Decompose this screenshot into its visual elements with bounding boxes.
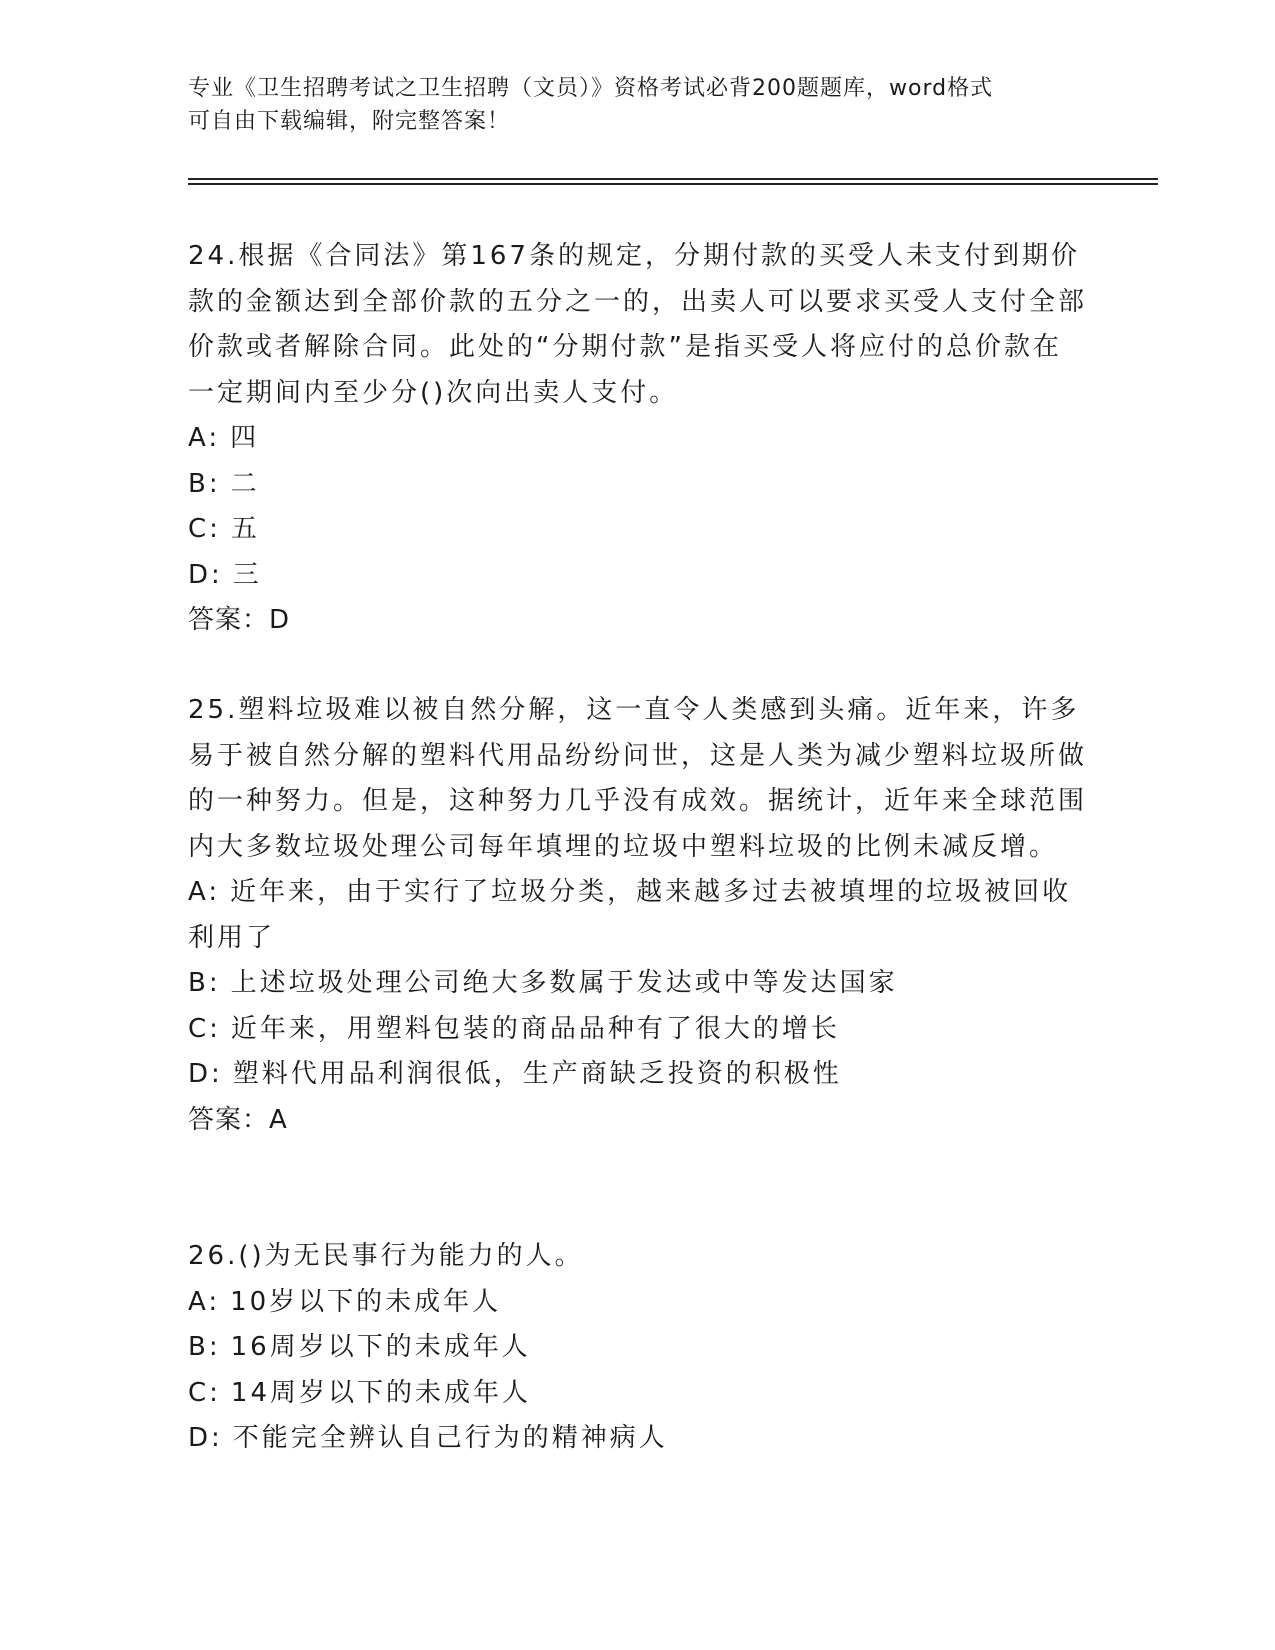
option-text: 五 <box>230 514 260 544</box>
question-text: 24.根据《合同法》第167条的规定，分期付款的买受人未支付到期价款的金额达到全部价款的五分之一的，出卖人可以要求买受人支付全部价款或者解除合同。此处的“分期付款”是指买受人将应付的总价款在一定期间内至少分()次向出卖人支付。 <box>188 241 1088 408</box>
option-label: D: <box>188 1423 223 1453</box>
header-divider-bottom <box>188 183 1158 185</box>
option-d <box>188 1052 1088 1098</box>
header-line-1: 专业《卫生招聘考试之卫生招聘（文员）》资格考试必背200题题库，word格式 <box>188 76 994 101</box>
option-label: C: <box>188 1013 221 1044</box>
document-header <box>188 72 1088 138</box>
question-25 <box>188 688 1088 1143</box>
option-text: 二 <box>230 468 260 499</box>
option-text: 三 <box>232 559 262 590</box>
option-c <box>188 507 1088 553</box>
option-a <box>188 416 1088 462</box>
question-24 <box>188 234 1088 644</box>
option-a <box>188 870 1088 961</box>
header-divider-top <box>188 178 1158 180</box>
question-text: 25.塑料垃圾难以被自然分解，这一直令人类感到头痛。近年来，许多易于被自然分解的塑料代用品纷纷问世，这是人类为减少塑料垃圾所做的一种努力。但是，这种努力几乎没有成效。据统计，近年来全球范围内大多数垃圾处理公司每年填埋的垃圾中塑料垃圾的比例未减反增。 <box>188 695 1088 862</box>
option-a <box>188 1280 1088 1326</box>
option-text: 四 <box>230 423 260 453</box>
option-label: A: <box>188 423 221 453</box>
option-label: A: <box>188 1286 221 1317</box>
question-26 <box>188 1234 1088 1462</box>
option-d <box>188 1416 1088 1462</box>
option-c <box>188 1371 1088 1417</box>
option-label: B: <box>188 1332 221 1362</box>
option-b <box>188 462 1088 508</box>
option-b <box>188 961 1088 1007</box>
option-label: A: <box>188 877 221 907</box>
option-label: C: <box>188 1377 221 1408</box>
header-line-2: 可自由下载编辑，附完整答案！ <box>188 109 511 134</box>
option-text: 10岁以下的未成年人 <box>230 1286 502 1317</box>
option-text: 不能完全辨认自己行为的精神病人 <box>232 1423 668 1453</box>
option-label: B: <box>188 968 221 998</box>
option-text: 上述垃圾处理公司绝大多数属于发达或中等发达国家 <box>230 968 898 998</box>
option-b <box>188 1325 1088 1371</box>
option-text: 塑料代用品利润很低，生产商缺乏投资的积极性 <box>232 1059 842 1089</box>
option-label: B: <box>188 468 221 499</box>
answer-line: 答案：D <box>188 605 291 635</box>
option-text: 14周岁以下的未成年人 <box>230 1377 532 1408</box>
question-text: 26.()为无民事行为能力的人。 <box>188 1241 584 1271</box>
option-text: 16周岁以下的未成年人 <box>230 1332 531 1362</box>
option-c <box>188 1007 1088 1053</box>
answer-line: 答案：A <box>188 1104 288 1135</box>
option-d <box>188 553 1088 599</box>
option-text: 近年来，由于实行了垃圾分类，越来越多过去被填埋的垃圾被回收利用了 <box>188 877 1072 953</box>
option-text: 近年来，用塑料包装的商品品种有了很大的增长 <box>230 1013 840 1044</box>
option-label: C: <box>188 514 221 544</box>
option-label: D: <box>188 1059 223 1089</box>
option-label: D: <box>188 559 223 590</box>
